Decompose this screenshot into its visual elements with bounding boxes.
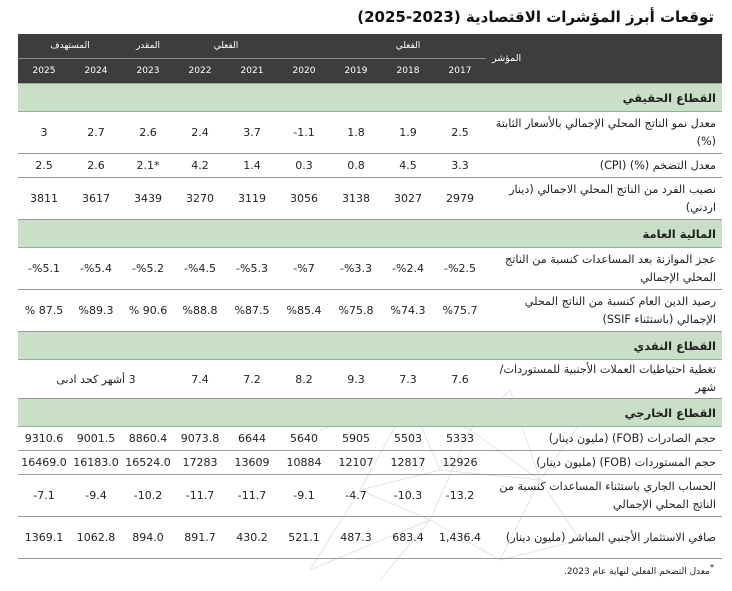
value-cell: %85.4	[278, 290, 330, 332]
table-row	[18, 178, 722, 220]
value-cell: 13609	[226, 451, 278, 475]
value-cell: *2.1	[122, 154, 174, 178]
year-header: 2023	[136, 66, 160, 76]
value-cell: 2.5	[434, 112, 486, 154]
value-cell: 6644	[226, 427, 278, 451]
value-cell: %5.4-	[70, 248, 122, 290]
value-cell: 12926	[434, 451, 486, 475]
value-cell: 10.3-	[382, 475, 434, 517]
value-cell: 1,436.4	[434, 517, 486, 559]
group-actual-a: الفعلي	[330, 34, 486, 59]
value-cell: %87.5	[226, 290, 278, 332]
section-title: المالية العامة	[18, 220, 722, 248]
value-cell: %89.3	[70, 290, 122, 332]
value-cell: 2979	[434, 178, 486, 220]
year-header: 2019	[344, 66, 368, 76]
value-cell: 2.7	[70, 112, 122, 154]
value-cell: 1.1-	[278, 112, 330, 154]
value-cell: 3027	[382, 178, 434, 220]
value-cell: 13.2-	[434, 475, 486, 517]
value-cell: %4.5-	[174, 248, 226, 290]
indicator-name: صافي الاستثمار الأجنبي المباشر (مليون دينار)	[486, 517, 722, 559]
year-header: 2022	[188, 66, 212, 76]
year-header: 2018	[396, 66, 420, 76]
value-cell: 5640	[278, 427, 330, 451]
header-group-row	[18, 34, 722, 59]
group-estimated: المقدر	[122, 34, 174, 59]
value-cell: 12107	[330, 451, 382, 475]
table-row	[18, 112, 722, 154]
merged-value-cell: 3 أشهر كحد ادنى	[18, 360, 174, 399]
value-cell: 1.4	[226, 154, 278, 178]
value-cell: 87.5 %	[18, 290, 70, 332]
indicator-name: تغطية احتياطيات العملات الأجنبية للمستوردات/ شهر	[486, 360, 722, 399]
indicator-name: حجم المستوردات (FOB) (مليون دينار)	[486, 451, 722, 475]
value-cell: 11.7-	[226, 475, 278, 517]
value-cell: 3138	[330, 178, 382, 220]
value-cell: 891.7	[174, 517, 226, 559]
group-blank	[278, 34, 330, 59]
year-header: 2025	[32, 66, 56, 76]
value-cell: 3	[18, 112, 70, 154]
year-header: 2021	[240, 66, 264, 76]
section-title: القطاع النقدي	[18, 332, 722, 360]
value-cell: 10884	[278, 451, 330, 475]
indicator-name: معدل التضخم (%) (CPI)	[486, 154, 722, 178]
value-cell: 1.8	[330, 112, 382, 154]
year-header: 2024	[84, 66, 108, 76]
value-cell: 9.3	[330, 360, 382, 399]
indicator-name: نصيب الفرد من الناتج المحلي الاجمالي (دينار اردني)	[486, 178, 722, 220]
value-cell: 3.7	[226, 112, 278, 154]
value-cell: %5.1-	[18, 248, 70, 290]
value-cell: %2.5-	[434, 248, 486, 290]
indicator-name: الحساب الجاري باستثناء المساعدات كنسبة من الناتج المحلي الإجمالي	[486, 475, 722, 517]
value-cell: 3617	[70, 178, 122, 220]
value-cell: 3811	[18, 178, 70, 220]
group-actual-b: الفعلي	[174, 34, 278, 59]
table-body	[18, 84, 722, 559]
value-cell: 90.6 %	[122, 290, 174, 332]
value-cell: 4.2	[174, 154, 226, 178]
value-cell: 4.5	[382, 154, 434, 178]
value-cell: 5905	[330, 427, 382, 451]
value-cell: %75.8	[330, 290, 382, 332]
value-cell: 5333	[434, 427, 486, 451]
value-cell: 3270	[174, 178, 226, 220]
value-cell: %3.3-	[330, 248, 382, 290]
indicator-name: حجم الصادرات (FOB) (مليون دينار)	[486, 427, 722, 451]
value-cell: %2.4-	[382, 248, 434, 290]
indicator-header: المؤشر	[492, 53, 522, 64]
table-row	[18, 427, 722, 451]
value-cell: 1.9	[382, 112, 434, 154]
value-cell: %74.3	[382, 290, 434, 332]
section-header-row	[18, 332, 722, 360]
table-row	[18, 248, 722, 290]
value-cell: 2.6	[122, 112, 174, 154]
indicator-name: عجز الموازنة بعد المساعدات كنسبة من الناتج المحلي الإجمالي	[486, 248, 722, 290]
value-cell: 17283	[174, 451, 226, 475]
value-cell: 16183.0	[70, 451, 122, 475]
table-row	[18, 290, 722, 332]
value-cell: %7-	[278, 248, 330, 290]
value-cell: 0.3	[278, 154, 330, 178]
value-cell: %75.7	[434, 290, 486, 332]
footnote-text: معدل التضخم الفعلي لنهاية عام 2023.	[563, 567, 710, 577]
footnote-mark: *	[710, 563, 714, 572]
value-cell: 8860.4	[122, 427, 174, 451]
value-cell: %5.2-	[122, 248, 174, 290]
value-cell: 10.2-	[122, 475, 174, 517]
value-cell: 894.0	[122, 517, 174, 559]
table-row	[18, 360, 722, 399]
value-cell: 11.7-	[174, 475, 226, 517]
value-cell: %5.3-	[226, 248, 278, 290]
indicator-name: رصيد الدين العام كنسبة من الناتج المحلي الإجمالي (باستثناء SSIF)	[486, 290, 722, 332]
value-cell: 4.7-	[330, 475, 382, 517]
page-title: توقعات أبرز المؤشرات الاقتصادية (2023-2025)	[357, 8, 714, 26]
section-header-row	[18, 220, 722, 248]
value-cell: 9073.8	[174, 427, 226, 451]
value-cell: 3056	[278, 178, 330, 220]
value-cell: 7.4	[174, 360, 226, 399]
value-cell: 521.1	[278, 517, 330, 559]
value-cell: 9.4-	[70, 475, 122, 517]
value-cell: 16469.0	[18, 451, 70, 475]
table-row	[18, 475, 722, 517]
section-title: القطاع الحقيقي	[18, 84, 722, 112]
value-cell: 487.3	[330, 517, 382, 559]
group-forecast: المستهدف	[18, 34, 122, 59]
value-cell: 9001.5	[70, 427, 122, 451]
value-cell: 1369.1	[18, 517, 70, 559]
value-cell: 7.1-	[18, 475, 70, 517]
value-cell: 3439	[122, 178, 174, 220]
value-cell: 7.6	[434, 360, 486, 399]
table-row	[18, 154, 722, 178]
value-cell: 7.3	[382, 360, 434, 399]
value-cell: 5503	[382, 427, 434, 451]
value-cell: 0.8	[330, 154, 382, 178]
section-title: القطاع الخارجي	[18, 399, 722, 427]
year-header: 2020	[292, 66, 316, 76]
value-cell: 430.2	[226, 517, 278, 559]
value-cell: 3.3	[434, 154, 486, 178]
year-header: 2017	[448, 66, 472, 76]
value-cell: 2.5	[18, 154, 70, 178]
indicators-table	[18, 34, 722, 559]
indicator-name: معدل نمو الناتج المحلي الإجمالي بالأسعار الثابتة (%)	[486, 112, 722, 154]
value-cell: 3119	[226, 178, 278, 220]
section-header-row	[18, 399, 722, 427]
value-cell: 7.2	[226, 360, 278, 399]
table-row	[18, 517, 722, 559]
table-row	[18, 451, 722, 475]
value-cell: 1062.8	[70, 517, 122, 559]
value-cell: 9310.6	[18, 427, 70, 451]
value-cell: 12817	[382, 451, 434, 475]
value-cell: 8.2	[278, 360, 330, 399]
value-cell: %88.8	[174, 290, 226, 332]
footnote	[564, 563, 714, 577]
value-cell: 683.4	[382, 517, 434, 559]
section-header-row	[18, 84, 722, 112]
value-cell: 9.1-	[278, 475, 330, 517]
value-cell: 2.6	[70, 154, 122, 178]
value-cell: 2.4	[174, 112, 226, 154]
value-cell: 16524.0	[122, 451, 174, 475]
